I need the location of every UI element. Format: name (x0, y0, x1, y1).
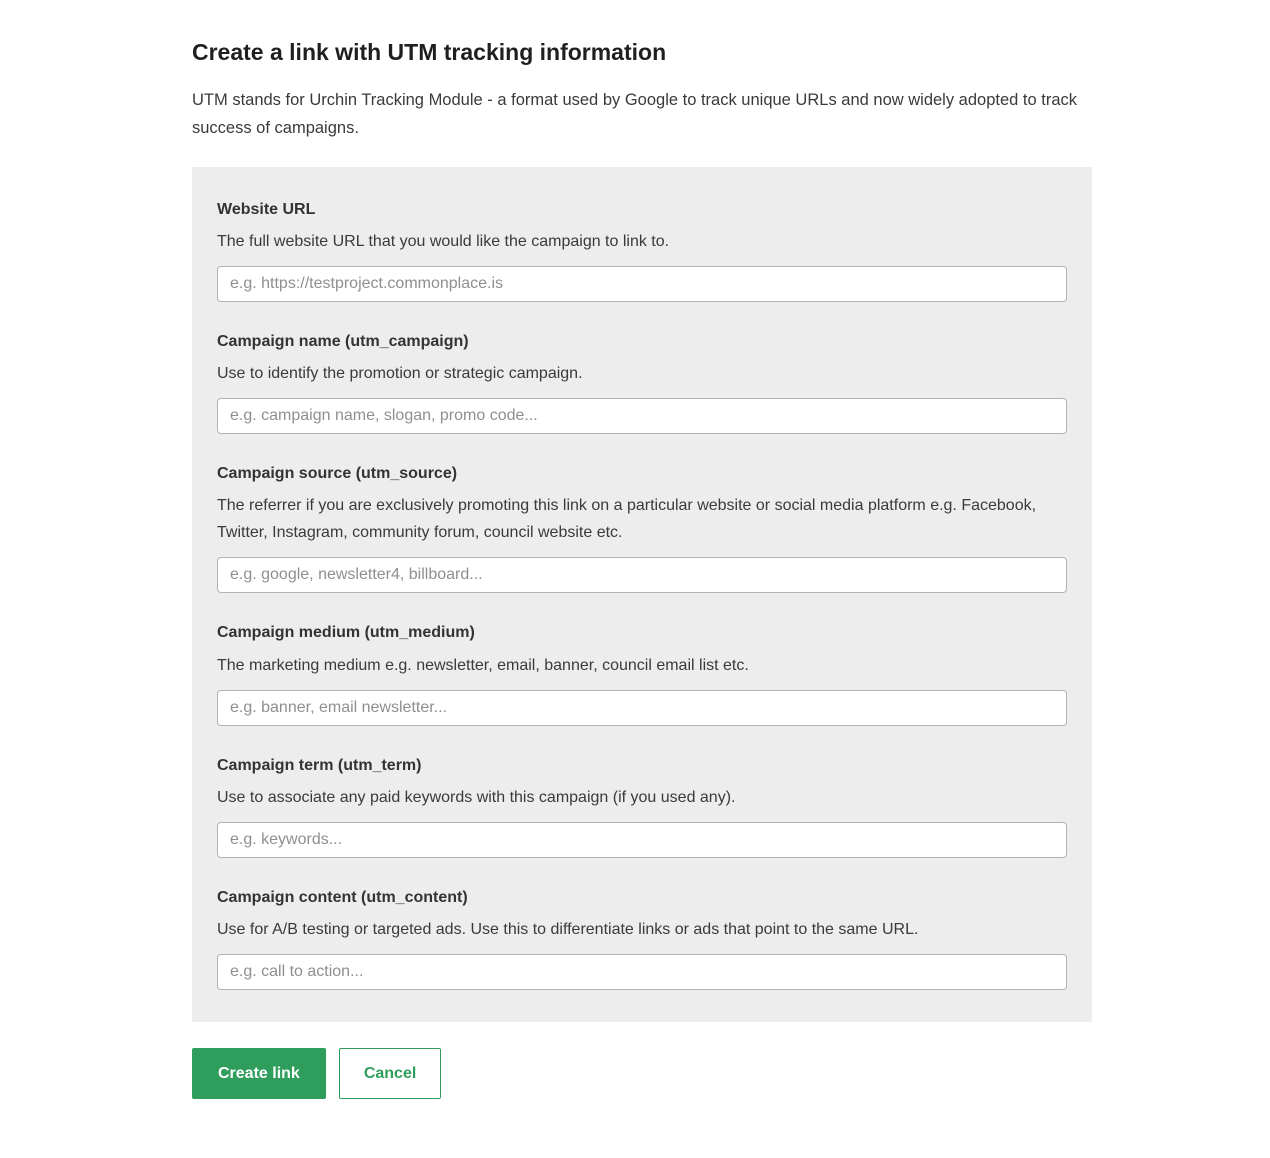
intro-text: UTM stands for Urchin Tracking Module - a format used by Google to track unique URLs and now widely adopted to track success of campaigns. (192, 90, 1078, 137)
campaign-source-input[interactable] (217, 557, 1067, 593)
field-campaign-name (217, 332, 1067, 434)
campaign-term-description: Use to associate any paid keywords with this campaign (if you used any). (217, 788, 736, 806)
campaign-medium-input[interactable] (217, 690, 1067, 726)
website-url-label: Website URL (217, 200, 316, 218)
campaign-content-input[interactable] (217, 954, 1067, 990)
campaign-source-label: Campaign source (utm_source) (217, 465, 458, 483)
campaign-name-input[interactable] (217, 398, 1067, 434)
field-campaign-content (217, 888, 1067, 990)
campaign-medium-description: The marketing medium e.g. newsletter, email, banner, council email list etc. (217, 656, 749, 674)
utm-form-panel (192, 167, 1092, 1022)
campaign-source-description: The referrer if you are exclusively promoting this link on a particular website or social media platform e.g. Facebook, Twitter, Instagram, community forum, council website etc. (217, 497, 1037, 542)
campaign-term-label: Campaign term (utm_term) (217, 756, 422, 774)
campaign-content-description: Use for A/B testing or targeted ads. Use this to differentiate links or ads that point to the same URL. (217, 920, 919, 938)
field-campaign-medium (217, 623, 1067, 725)
field-campaign-source (217, 464, 1067, 593)
campaign-content-label: Campaign content (utm_content) (217, 888, 468, 906)
campaign-medium-label: Campaign medium (utm_medium) (217, 624, 475, 642)
utm-link-page (192, 0, 1092, 1099)
page-title: Create a link with UTM tracking information (192, 39, 667, 65)
cancel-button[interactable]: Cancel (339, 1048, 441, 1099)
website-url-description: The full website URL that you would like the campaign to link to. (217, 232, 670, 250)
create-link-button[interactable]: Create link (192, 1048, 326, 1099)
campaign-term-input[interactable] (217, 822, 1067, 858)
website-url-input[interactable] (217, 266, 1067, 302)
campaign-name-description: Use to identify the promotion or strategic campaign. (217, 365, 583, 383)
campaign-name-label: Campaign name (utm_campaign) (217, 332, 469, 350)
form-actions (192, 1048, 1092, 1099)
field-website-url (217, 200, 1067, 302)
field-campaign-term (217, 756, 1067, 858)
